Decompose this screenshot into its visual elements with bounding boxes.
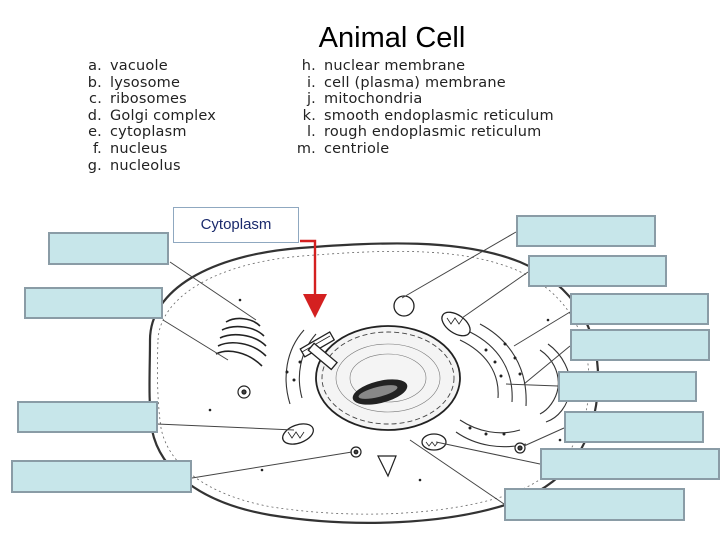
legend-letter: m. [296,140,316,157]
blank-label-box[interactable] [570,293,709,325]
legend-name: nuclear membrane [324,58,466,74]
legend-letter: e. [88,124,102,141]
blank-label-box[interactable] [17,401,158,433]
blank-label-box[interactable] [540,448,720,480]
legend-letter: k. [302,107,316,124]
legend-name: lysosome [110,74,181,91]
legend-name: Golgi complex [110,107,217,124]
cytoplasm-arrow [300,241,315,306]
page-title: Animal Cell [318,22,466,54]
blank-label-box[interactable] [558,371,697,402]
legend-name: cytoplasm [110,124,187,141]
legend-letter: i. [306,74,316,91]
legend-name: cell (plasma) membrane [324,74,506,91]
blank-label-box[interactable] [11,460,192,493]
legend-letter: j. [306,91,316,108]
legend-name: ribosomes [110,91,187,108]
blank-label-box[interactable] [24,287,163,319]
legend-letter: f. [92,140,102,157]
nucleus [316,326,460,430]
legend-name: rough endoplasmic reticulum [324,124,542,141]
blank-label-box[interactable] [48,232,169,265]
golgi-complex [216,319,266,366]
legend-name: smooth endoplasmic reticulum [324,107,554,124]
legend-letter: h. [301,58,316,74]
legend-letter: l. [306,124,316,141]
cytoplasm-label: Cytoplasm [173,207,299,243]
legend-name: mitochondria [324,91,423,108]
vacuole [394,296,414,316]
legend-letter: c. [89,91,102,108]
legend-name: nucleus [110,140,168,157]
legend-name: nucleolus [110,157,181,174]
legend-letter: b. [87,74,102,91]
legend-letter: d. [87,107,102,124]
blank-label-box[interactable] [504,488,685,521]
blank-label-box[interactable] [528,255,667,287]
legend-name: centriole [324,140,390,157]
blank-label-box[interactable] [564,411,704,443]
legend-letter: a. [88,58,102,74]
legend-letter: g. [87,157,102,174]
legend-name: vacuole [110,58,168,74]
blank-label-box[interactable] [516,215,656,247]
blank-label-box[interactable] [570,329,710,361]
